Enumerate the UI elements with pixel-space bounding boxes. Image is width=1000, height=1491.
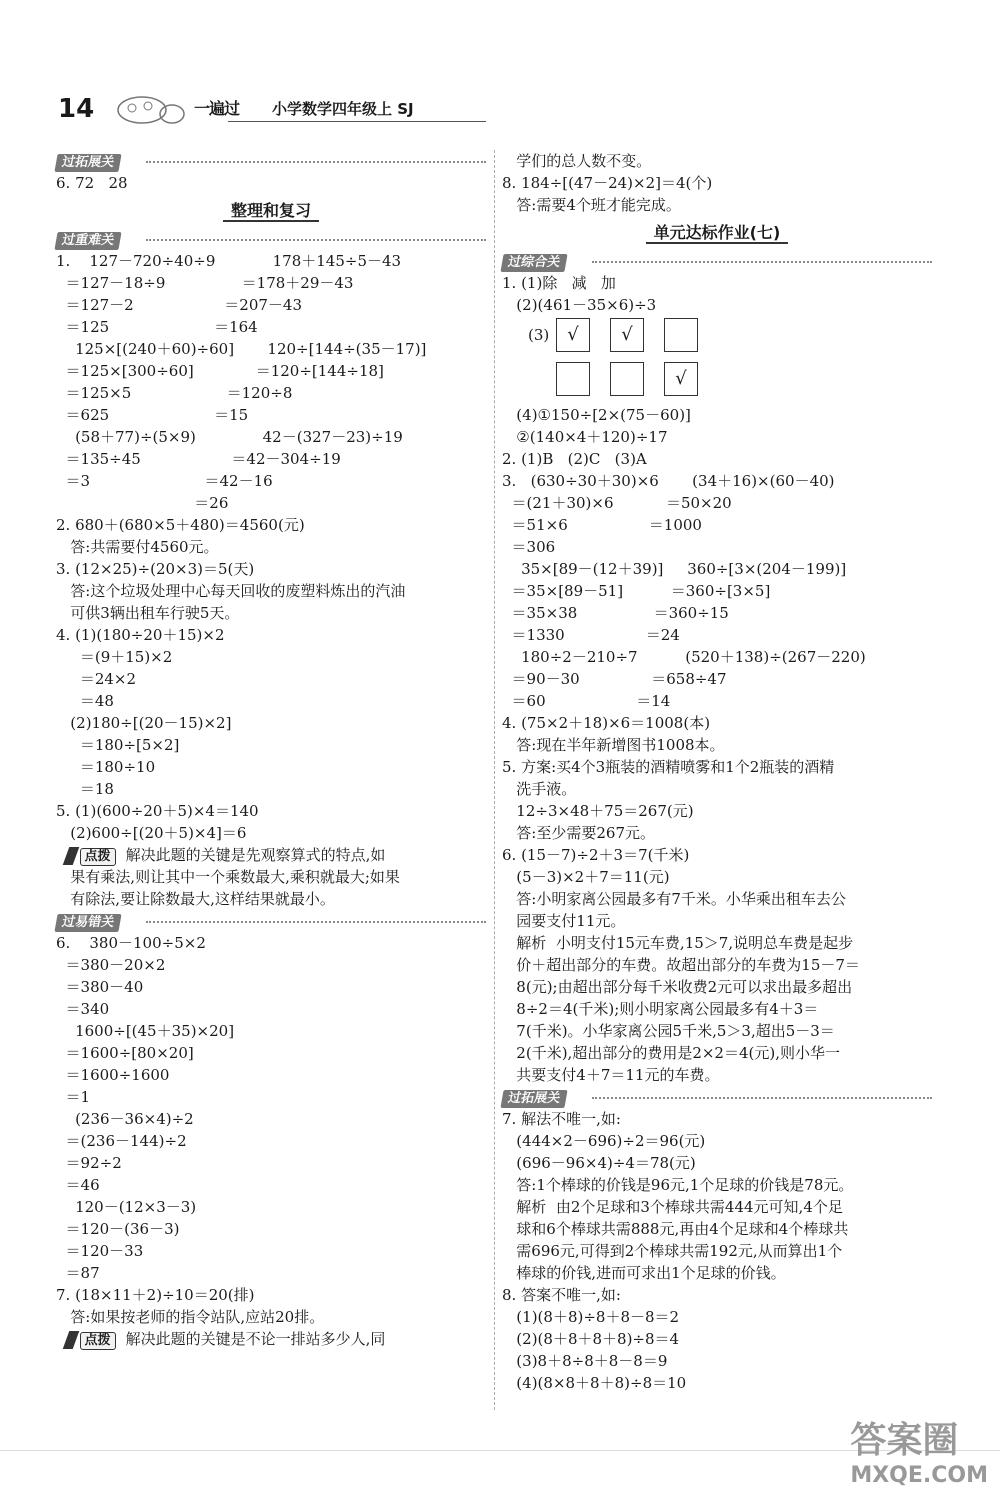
answer-line: 180÷2－210÷7 (520＋138)÷(267－220): [502, 648, 866, 666]
answer-line: (2)(8＋8＋8＋8)÷8＝4: [502, 1330, 680, 1348]
answer-line: ＝1330 ＝24: [502, 626, 680, 644]
answer-line: ＝120－33: [56, 1242, 144, 1260]
dotted-rule: [146, 161, 486, 163]
left-column: [56, 150, 486, 1350]
answer-checkbox: √: [610, 318, 644, 352]
answer-line: 答:至少需要267元。: [502, 824, 655, 842]
answer-line: ＝46: [56, 1176, 100, 1194]
answer-line: ＝24×2: [56, 670, 137, 688]
answer-line: 6. 380－100÷5×2: [56, 934, 206, 952]
answer-line: ＝87: [56, 1264, 100, 1282]
checkbox-row-label: (3): [528, 326, 550, 344]
answer-line: ＝125×[300÷60] ＝120÷[144÷18]: [56, 362, 384, 380]
hint-line: [56, 1328, 486, 1350]
answer-line: 4. (75×2＋18)×6＝1008(本): [502, 714, 711, 732]
answer-line: 解析 由2个足球和3个棒球共需444元可知,4个足: [502, 1198, 843, 1216]
answer-line: 棒球的价钱,进而可求出1个足球的价钱。: [502, 1264, 786, 1282]
answer-line: 需696元,可得到2个棒球共需192元,从而算出1个: [502, 1242, 843, 1260]
answer-checkbox: √: [664, 362, 698, 396]
answer-line: (2)(461－35×6)÷3: [502, 296, 657, 314]
answer-line: ＝120－(36－3): [56, 1220, 180, 1238]
answer-line: 学们的总人数不变。: [502, 152, 652, 170]
pen-icon: [62, 1331, 79, 1349]
answer-line: (696－96×4)÷4＝78(元): [502, 1154, 696, 1172]
answer-line: ＝35×38 ＝360÷15: [502, 604, 729, 622]
watermark-cn: 答案圈: [850, 1420, 959, 1461]
section-tag-row: [502, 250, 932, 272]
hint-text: 解决此题的关键是不论一排站多少人,同: [125, 1330, 386, 1348]
section-title: [502, 216, 932, 250]
answer-line: 3. (630÷30＋30)×6 (34＋16)×(60－40): [502, 472, 835, 490]
answer-line: 8(元);由超出部分每千米收费2元可以求出最多超出: [502, 978, 853, 996]
answer-line: ＝92÷2: [56, 1154, 122, 1172]
hint-text: 解决此题的关键是先观察算式的特点,如: [125, 846, 386, 864]
answer-line: ＝135÷45 ＝42－304÷19: [56, 450, 341, 468]
section-tag-row: [56, 228, 486, 250]
answer-line: 8. 184÷[(47－24)×2]＝4(个): [502, 174, 713, 192]
dotted-rule: [146, 239, 486, 241]
answer-line: ＝3 ＝42－16: [56, 472, 273, 490]
answer-line: ＝125 ＝164: [56, 318, 258, 336]
section-tag: 过拓展关: [500, 1090, 567, 1108]
answer-line: 1. 127－720÷40÷9 178＋145÷5－43: [56, 252, 402, 270]
answer-line: ＝90－30 ＝658÷47: [502, 670, 727, 688]
answer-line: 洗手液。: [502, 780, 577, 798]
answer-line: (5－3)×2＋7＝11(元): [502, 868, 670, 886]
answer-line: 答:小明家离公园最多有7千米。小华乘出租车去公: [502, 890, 846, 908]
answer-line: 答:需要4个班才能完成。: [502, 196, 681, 214]
answer-line: 球和6个棒球共需888元,再由4个足球和4个棒球共: [502, 1220, 849, 1238]
section-title-text: 单元达标作业(七): [646, 223, 789, 244]
answer-checkbox: [556, 362, 590, 396]
answer-line: ＝127－2 ＝207－43: [56, 296, 303, 314]
answer-line: 果有乘法,则让其中一个乘数最大,乘积就最大;如果: [56, 868, 400, 886]
page-number: 14: [58, 94, 95, 124]
page-header: [58, 88, 488, 128]
answer-line: 1600÷[(45＋35)×20]: [56, 1022, 235, 1040]
answer-line: 可供3辆出租车行驶5天。: [56, 604, 240, 622]
section-title-text: 整理和复习: [223, 201, 319, 222]
answer-line: ＝127－18÷9 ＝178＋29－43: [56, 274, 354, 292]
hint-line: [56, 844, 486, 866]
section-tag: 过易错关: [54, 914, 121, 932]
answer-line: 7. 解法不唯一,如:: [502, 1110, 621, 1128]
answer-line: 解析 小明支付15元车费,15＞7,说明总车费是起步: [502, 934, 854, 952]
answer-line: ＝380－20×2: [56, 956, 166, 974]
answer-line: 园要支付11元。: [502, 912, 626, 930]
answer-line: ＝48: [56, 692, 114, 710]
book-title: 小学数学四年级上 SJ: [272, 100, 414, 118]
watermark-logo: [850, 1412, 988, 1488]
answer-line: ＝380－40: [56, 978, 144, 996]
section-tag-row: [56, 910, 486, 932]
answer-line: ②(140×4＋120)÷17: [502, 428, 668, 446]
answer-line: 6. (15－7)÷2＋3＝7(千米): [502, 846, 690, 864]
answer-line: 2(千米),超出部分的费用是2×2＝4(元),则小华一: [502, 1044, 840, 1062]
watermark-en: MXQE.COM: [850, 1463, 988, 1488]
answer-checkbox: [664, 318, 698, 352]
answer-line: 8÷2＝4(千米);则小明家离公园最多有4＋3＝: [502, 1000, 819, 1018]
answer-line: (236－36×4)÷2: [56, 1110, 194, 1128]
answer-line: ＝18: [56, 780, 114, 798]
answer-line: 35×[89－(12＋39)] 360÷[3×(204－199)]: [502, 560, 847, 578]
answer-line: 125×[(240＋60)÷60] 120÷[144÷(35－17)]: [56, 340, 427, 358]
answer-line: (444×2－696)÷2＝96(元): [502, 1132, 706, 1150]
answer-line: 答:如果按老师的指令站队,应站20排。: [56, 1308, 325, 1326]
answer-line: ＝306: [502, 538, 556, 556]
checkbox-row: [502, 360, 932, 404]
answer-line: ＝26: [56, 494, 229, 512]
answer-checkbox: √: [556, 318, 590, 352]
answer-line: 120－(12×3－3): [56, 1198, 197, 1216]
answer-line: ＝125×5 ＝120÷8: [56, 384, 293, 402]
answer-line: 6. 72 28: [56, 174, 128, 192]
answer-line: ＝625 ＝15: [56, 406, 249, 424]
answer-line: ＝(236－144)÷2: [56, 1132, 187, 1150]
hint-label: 点拨: [80, 848, 116, 866]
answer-line: 7. (18×11＋2)÷10＝20(排): [56, 1286, 255, 1304]
answer-line: 有除法,要让除数最大,这样结果就最小。: [56, 890, 335, 908]
header-rule: [228, 121, 486, 122]
answer-line: 价＋超出部分的车费。故超出部分的车费为15－7＝: [502, 956, 860, 974]
answer-line: 5. (1)(600÷20＋5)×4＝140: [56, 802, 259, 820]
hint-label: 点拨: [80, 1332, 116, 1350]
answer-line: ＝51×6 ＝1000: [502, 516, 702, 534]
answer-line: ＝1600÷1600: [56, 1066, 170, 1084]
section-tag: 过重难关: [54, 232, 121, 250]
section-tag-row: [502, 1086, 932, 1108]
pen-icon: [62, 847, 79, 865]
answer-line: ＝(9＋15)×2: [56, 648, 173, 666]
answer-line: 答:共需要付4560元。: [56, 538, 219, 556]
answer-line: ＝180÷10: [56, 758, 156, 776]
checkbox-row: [502, 316, 932, 360]
answer-line: (1)(8＋8)÷8＋8－8＝2: [502, 1308, 680, 1326]
answer-line: 答:现在半年新增图书1008本。: [502, 736, 725, 754]
answer-line: ＝1: [56, 1088, 91, 1106]
answer-checkbox: [610, 362, 644, 396]
answer-line: 12÷3×48＋75＝267(元): [502, 802, 694, 820]
answer-line: 8. 答案不唯一,如:: [502, 1286, 621, 1304]
dotted-rule: [592, 261, 932, 263]
answer-line: 答:1个棒球的价钱是96元,1个足球的价钱是78元。: [502, 1176, 854, 1194]
answer-line: ＝180÷[5×2]: [56, 736, 180, 754]
answer-line: 2. (1)B (2)C (3)A: [502, 450, 647, 468]
answer-line: ＝1600÷[80×20]: [56, 1044, 194, 1062]
answer-line: (58＋77)÷(5×9) 42－(327－23)÷19: [56, 428, 403, 446]
answer-line: 5. 方案:买4个3瓶装的酒精喷雾和1个2瓶装的酒精: [502, 758, 835, 776]
brand-logo: 一遍过: [194, 99, 240, 118]
answer-line: (3)8＋8÷8＋8－8＝9: [502, 1352, 668, 1370]
answer-line: 4. (1)(180÷20＋15)×2: [56, 626, 225, 644]
answer-line: ＝35×[89－51] ＝360÷[3×5]: [502, 582, 771, 600]
answer-line: (2)600÷[(20＋5)×4]＝6: [56, 824, 247, 842]
answer-line: 共要支付4＋7＝11元的车费。: [502, 1066, 720, 1084]
answer-line: ＝340: [56, 1000, 110, 1018]
right-column: [502, 150, 932, 1394]
answer-line: ＝60 ＝14: [502, 692, 671, 710]
column-divider: [494, 150, 496, 1410]
dotted-rule: [592, 1097, 932, 1099]
answer-line: ＝(21＋30)×6 ＝50×20: [502, 494, 732, 512]
answer-line: (4)(8×8＋8＋8)÷8＝10: [502, 1374, 687, 1392]
answer-line: 1. (1)除 减 加: [502, 274, 616, 292]
answer-line: 答:这个垃圾处理中心每天回收的废塑料炼出的汽油: [56, 582, 406, 600]
section-tag-row: [56, 150, 486, 172]
answer-line: 7(千米)。小华家离公园5千米,5＞3,超出5－3＝: [502, 1022, 835, 1040]
answer-line: 2. 680＋(680×5＋480)＝4560(元): [56, 516, 305, 534]
dotted-rule: [146, 921, 486, 923]
answer-line: 3. (12×25)÷(20×3)＝5(天): [56, 560, 255, 578]
section-tag: 过拓展关: [54, 154, 121, 172]
answer-line: (2)180÷[(20－15)×2]: [56, 714, 232, 732]
answer-line: (4)①150÷[2×(75－60)]: [502, 406, 691, 424]
section-tag: 过综合关: [500, 254, 567, 272]
section-title: [56, 194, 486, 228]
